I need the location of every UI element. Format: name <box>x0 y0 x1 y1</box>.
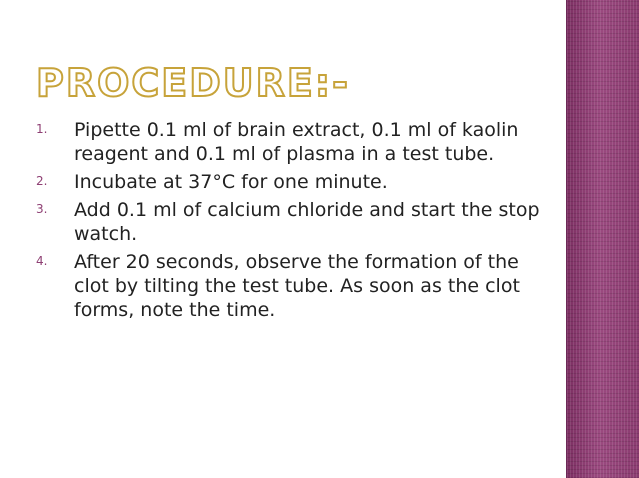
step-number: 3. <box>36 202 48 216</box>
procedure-step <box>0 250 540 322</box>
procedure-step <box>0 198 540 246</box>
step-number: 1. <box>36 122 48 136</box>
slide-title-text: PROCEDURE:- <box>36 61 350 105</box>
slide-title-svg <box>36 60 350 106</box>
procedure-list <box>0 118 540 326</box>
slide-title <box>36 60 350 106</box>
step-text: Incubate at 37°C for one minute. <box>74 171 388 193</box>
procedure-step <box>0 170 540 194</box>
procedure-step <box>0 118 540 166</box>
step-number: 2. <box>36 174 48 188</box>
decorative-side-band <box>566 0 639 478</box>
step-number: 4. <box>36 254 48 268</box>
step-text: After 20 seconds, observe the formation of the clot by tilting the test tube. As soon as the clot forms, note the time. <box>74 251 520 321</box>
step-text: Pipette 0.1 ml of brain extract, 0.1 ml of kaolin reagent and 0.1 ml of plasma in a test tube. <box>74 119 519 165</box>
step-text: Add 0.1 ml of calcium chloride and start the stop watch. <box>74 199 540 245</box>
